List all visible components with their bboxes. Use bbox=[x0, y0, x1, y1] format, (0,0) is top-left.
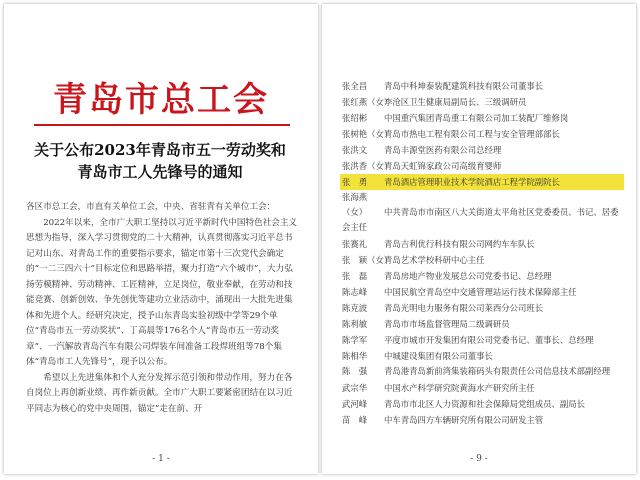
body-paragraph-1: 2022年以来，全市广大职工坚持以习近平新时代中国特色社会主义思想为指导，深入学习贯彻党的二十大精神，认真贯彻落实习近平总书记对山东、对青岛工作的重要指示要求，锚定市第十三次党代会确定的“一二三四六十”目标定位和思路举措，聚力打造“六个城市”，大力弘扬劳模精神、劳动精神、工匠精神，立足岗位，敬业奉献，在劳动和技能竞赛、创新创效、争先创优等建功立业活动中，涌现出一大批先进集体和先进个人。经研究决定，授予山东青岛实验初级中学等29个单位“青岛市五一劳动奖状”、丁高晨等176名个人“青岛市五一劳动奖章”、一汽解放青岛汽车有限公司焊装车间准备工段焊班组等78个集体“青岛市工人先锋号”，现予以公布。 bbox=[26, 217, 298, 367]
awardee-organization: 青岛酒店管理职业技术学院酒店工程学院副院长 bbox=[384, 177, 560, 187]
awardee-organization: 青岛市热电工程有限公司工程与安全管理部部长 bbox=[384, 129, 560, 139]
awardee-row bbox=[342, 300, 624, 316]
awardee-organization: 青岛市市北区人力资源和社会保障局党组成员、副局长 bbox=[384, 399, 585, 409]
awardee-name: 苗 峰 bbox=[342, 415, 368, 425]
page-number: - 9 - bbox=[470, 454, 488, 464]
awardee-name: 张赛礼 bbox=[342, 239, 368, 249]
page-number: - 1 - bbox=[152, 454, 170, 464]
awardee-organization: 中城建设集团有限公司董事长 bbox=[384, 351, 493, 361]
awardee-name: 武河峰 bbox=[342, 399, 368, 409]
awardee-row bbox=[342, 412, 624, 428]
awardee-row bbox=[342, 252, 624, 268]
awardee-row bbox=[342, 348, 624, 364]
awardee-organization: 中共青岛市市南区八大关街道太平角社区党委委员、书记、居委会主任 bbox=[342, 207, 619, 232]
notice-body bbox=[26, 200, 298, 417]
awardee-row bbox=[342, 316, 624, 332]
awardee-name: 陈 强 bbox=[342, 366, 368, 376]
awardee-row bbox=[342, 364, 624, 380]
body-paragraph-2: 希望以上先进集体和个人充分发挥示范引领和带动作用，努力在各自岗位上再创新业绩、再作新贡献。全市广大职工要紧密团结在以习近平同志为核心的党中央周围，锚定“走在前、开 bbox=[26, 372, 293, 414]
awardee-row bbox=[342, 236, 624, 252]
awardee-row bbox=[342, 94, 624, 110]
awardee-name: 陈相华 bbox=[342, 351, 368, 361]
awardee-organization: 中国水产科学研究院黄海水产研究所主任 bbox=[384, 383, 535, 393]
awardee-name: 张洪文 bbox=[342, 145, 368, 155]
awardee-name: 陈志峰 bbox=[342, 287, 368, 297]
letterhead-title: 青岛市总工会 bbox=[53, 80, 269, 120]
document-page-1 bbox=[4, 4, 318, 474]
awardee-list bbox=[342, 78, 624, 428]
awardee-row bbox=[342, 332, 624, 348]
awardee-name: 张全昌 bbox=[342, 81, 368, 91]
awardee-row bbox=[342, 396, 624, 412]
notice-title bbox=[24, 139, 296, 183]
awardee-row bbox=[342, 190, 624, 236]
awardee-name: 陈学军 bbox=[342, 335, 368, 345]
awardee-organization: 李沧区卫生健康局副局长、三级调研员 bbox=[384, 97, 527, 107]
awardee-name: 张 颖（女） bbox=[342, 255, 393, 265]
awardee-name: 张海燕（女） bbox=[342, 192, 368, 217]
awardee-organization: 青岛中科坤泰装配建筑科技有限公司董事长 bbox=[384, 81, 544, 91]
awardee-name: 陈克波 bbox=[342, 303, 368, 313]
awardee-organization: 青岛光明电力服务有限公司莱西分公司班长 bbox=[384, 303, 544, 313]
letterhead-red-rule bbox=[34, 124, 290, 126]
awardee-name: 张 磊 bbox=[342, 271, 368, 281]
awardee-name: 张洪香（女） bbox=[342, 161, 393, 171]
notice-title-line-1: 关于公布2023年青岛市五一劳动奖和 bbox=[34, 141, 286, 159]
awardee-name: 张 勇 bbox=[342, 177, 368, 187]
awardee-organization: 中车青岛四方车辆研究所有限公司研发主管 bbox=[384, 415, 544, 425]
awardee-organization: 青岛市市场监督管理局二级调研员 bbox=[384, 319, 510, 329]
awardee-row bbox=[342, 158, 624, 174]
awardee-row bbox=[342, 268, 624, 284]
awardee-name: 张绍彬 bbox=[342, 113, 368, 123]
awardee-row bbox=[342, 380, 624, 396]
awardee-organization: 中国重汽集团青岛重工有限公司加工装配厂维修岗 bbox=[384, 113, 569, 123]
awardee-organization: 中国民航空青岛空中交通管理站运行技术保障部主任 bbox=[384, 287, 577, 297]
awardee-organization: 青岛天虹锦家政公司高级育婴师 bbox=[384, 161, 502, 171]
awardee-row bbox=[342, 142, 624, 158]
awardee-row bbox=[342, 110, 624, 126]
salutation: 各区市总工会，市直有关单位工会，中央、省驻青有关单位工会： bbox=[26, 202, 276, 212]
awardee-name: 张红燕（女） bbox=[342, 97, 393, 107]
awardee-organization: 青岛吉利优行科技有限公司网约车车队长 bbox=[384, 239, 535, 249]
awardee-organization: 平度市城市开发集团有限公司党委书记、董事长、总经理 bbox=[384, 335, 594, 345]
awardee-name: 陈利敏 bbox=[342, 319, 368, 329]
awardee-name: 武宗华 bbox=[342, 383, 368, 393]
awardee-row bbox=[342, 284, 624, 300]
awardee-row-highlighted bbox=[340, 174, 624, 190]
awardee-organization: 青岛丰源堂医药有限公司总经理 bbox=[384, 145, 502, 155]
awardee-name: 张树艳（女） bbox=[342, 129, 393, 139]
awardee-organization: 青岛房地产物业发展总公司党委书记、总经理 bbox=[384, 271, 552, 281]
notice-title-line-2: 青岛市工人先锋号的通知 bbox=[77, 163, 243, 181]
awardee-organization: 青岛港青岛新前湾集装箱码头有限责任公司信息技术部副经理 bbox=[384, 366, 611, 376]
document-page-9 bbox=[322, 4, 636, 474]
awardee-row bbox=[342, 78, 624, 94]
awardee-organization: 青岛艺术学校科研中心主任 bbox=[384, 255, 485, 265]
awardee-row bbox=[342, 126, 624, 142]
